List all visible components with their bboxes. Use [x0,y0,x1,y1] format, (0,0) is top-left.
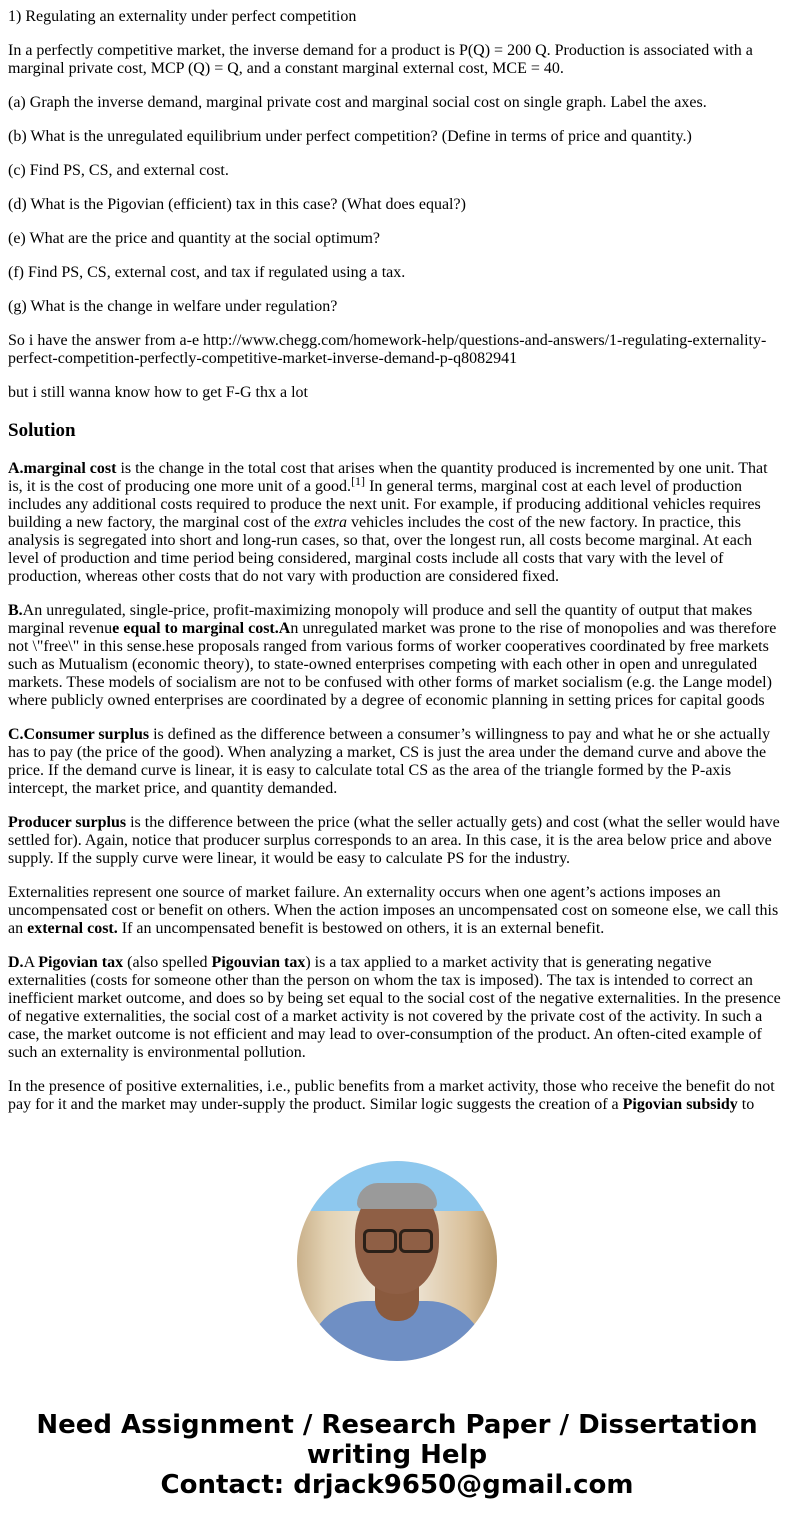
question-part: (d) What is the Pigovian (efficient) tax in this case? (What does equal?) [8,196,466,213]
solution-paragraph [8,954,786,1062]
text-segment: is defined as the difference between a consumer’s willingness to pay and what he or she actually has to pay (the price of the good). When analyzing a market, CS is just the area under the demand curve and above the price. If the demand curve is linear, it is easy to calculate total CS as the area of the triangle formed by the P-axis intercept, the market price, and quantity demanded. [8,726,771,797]
question-intro: In a perfectly competitive market, the inverse demand for a product is P(Q) = 200 Q. Production is associated with a marginal private cost, MCP (Q) = Q, and a constant marginal external cost, MCE = 40. [8,42,753,77]
text-segment: C.Consumer surplus [8,726,150,743]
text-segment: Pigovian subsidy [622,1096,738,1113]
question-parts [8,94,786,316]
text-segment: D. [8,954,24,971]
text-segment: Producer surplus [8,814,127,831]
question-part: (g) What is the change in welfare under regulation? [8,298,338,315]
question-part: (b) What is the unregulated equilibrium under perfect competition? (Define in terms of price and quantity.) [8,128,692,145]
text-segment: In the presence of positive externalities, i.e., public benefits from a market activity, those who receive the benefit do not pay for it and the market may under-supply the product. Similar logic suggests the creation of a [8,1078,775,1113]
text-segment: n unregulated market was prone to the rise of monopolies and was therefore not \"free\" in this sense.hese proposals ranged from various forms of worker cooperatives coordinated by free markets such as Mutualism (economic theory), to state-owned enterprises competing with each other in open and unregulated markets. These models of socialism are not to be confused with other forms of market socialism (e.g. the Lange model) where publicly owned enterprises are coordinated by a degree of economic planning in setting prices for capital goods [8,620,777,709]
text-segment: If an uncompensated benefit is bestowed on others, it is an external benefit. [117,920,605,937]
question-note: but i still wanna know how to get F-G thx a lot [8,384,308,401]
solution-paragraph [8,460,786,586]
text-segment: (also spelled [123,954,212,971]
question-part: (e) What are the price and quantity at the social optimum? [8,230,381,247]
text-segment: A [23,954,39,971]
text-segment: In general terms, marginal cost at each level of production includes any additional costs required to produce the next unit. For example, if producing additional vehicles requires building a new factory, the marginal cost of the [8,478,761,531]
document [0,8,794,1114]
promo-banner [0,1410,794,1500]
question-part: (a) Graph the inverse demand, marginal private cost and marginal social cost on single graph. Label the axes. [8,94,707,111]
solution-heading: Solution [8,420,76,441]
question-part: (f) Find PS, CS, external cost, and tax if regulated using a tax. [8,264,406,281]
text-segment: A.marginal cost [8,460,117,477]
text-segment: Externalities represent one source of market failure. An externality occurs when one agent’s actions imposes an uncompensated cost or benefit on others. When the action imposes an uncompensated cost on someone else, we call this an [8,884,779,937]
text-segment: extra [314,514,348,531]
text-segment: An unregulated, single-price, profit-maximizing monopoly will produce and sell the quantity of output that makes marginal revenu [8,602,753,637]
question-part: (c) Find PS, CS, and external cost. [8,162,229,179]
citation-ref: [1] [351,474,366,488]
solution-paragraph [8,602,786,710]
solution-paragraph [8,814,786,868]
text-segment: ) is a tax applied to a market activity that is generating negative externalities (costs for someone other than the person on whom the tax is imposed). The tax is intended to correct an inefficient market outcome, and does so by being set equal to the social cost of the negative externalities. In the presence of negative externalities, the social cost of a market activity is not covered by the private cost of the activity. In such a case, the market outcome is not efficient and may lead to over-consumption of the product. An often-cited example of such an externality is environmental pollution. [8,954,781,1061]
solution-paragraph [8,726,786,798]
author-photo [297,1161,497,1361]
text-segment: is the change in the total cost that arises when the quantity produced is incremented by one unit. That is, it is the cost of producing one more unit of a good. [8,460,768,495]
text-segment: to [737,1096,755,1113]
solution-body [8,460,786,1114]
question-title: 1) Regulating an externality under perfect competition [8,8,357,25]
solution-paragraph [8,884,786,938]
text-segment: external cost. [27,920,118,937]
text-segment: e equal to marginal cost.A [112,620,291,637]
text-segment: B. [8,602,23,619]
text-segment: Pigovian tax [38,954,124,971]
text-segment: vehicles includes the cost of the new factory. In practice, this analysis is segregated into short and long-run cases, so that, over the longest run, all costs become marginal. At each level of production and time period being considered, marginal costs include all costs that vary with the level of production, whereas other costs that do not vary with production are considered fixed. [8,514,752,585]
promo-text: Need Assignment / Research Paper / Dissertation writing Help [36,1410,758,1470]
promo-contact: Contact: drjack9650@gmail.com [160,1470,634,1500]
question-note: So i have the answer from a-e http://www.chegg.com/homework-help/questions-and-answers/1-regulating-externality-perfect-competition-perfectly-competitive-market-inverse-demand-p-q8082941 [8,332,767,367]
text-segment: is the difference between the price (what the seller actually gets) and cost (what the seller would have settled for). Again, notice that producer surplus corresponds to an area. In this case, it is the area below price and above supply. If the supply curve were linear, it would be easy to calculate PS for the industry. [8,814,780,867]
solution-paragraph [8,1078,786,1114]
text-segment: Pigouvian tax [211,954,306,971]
